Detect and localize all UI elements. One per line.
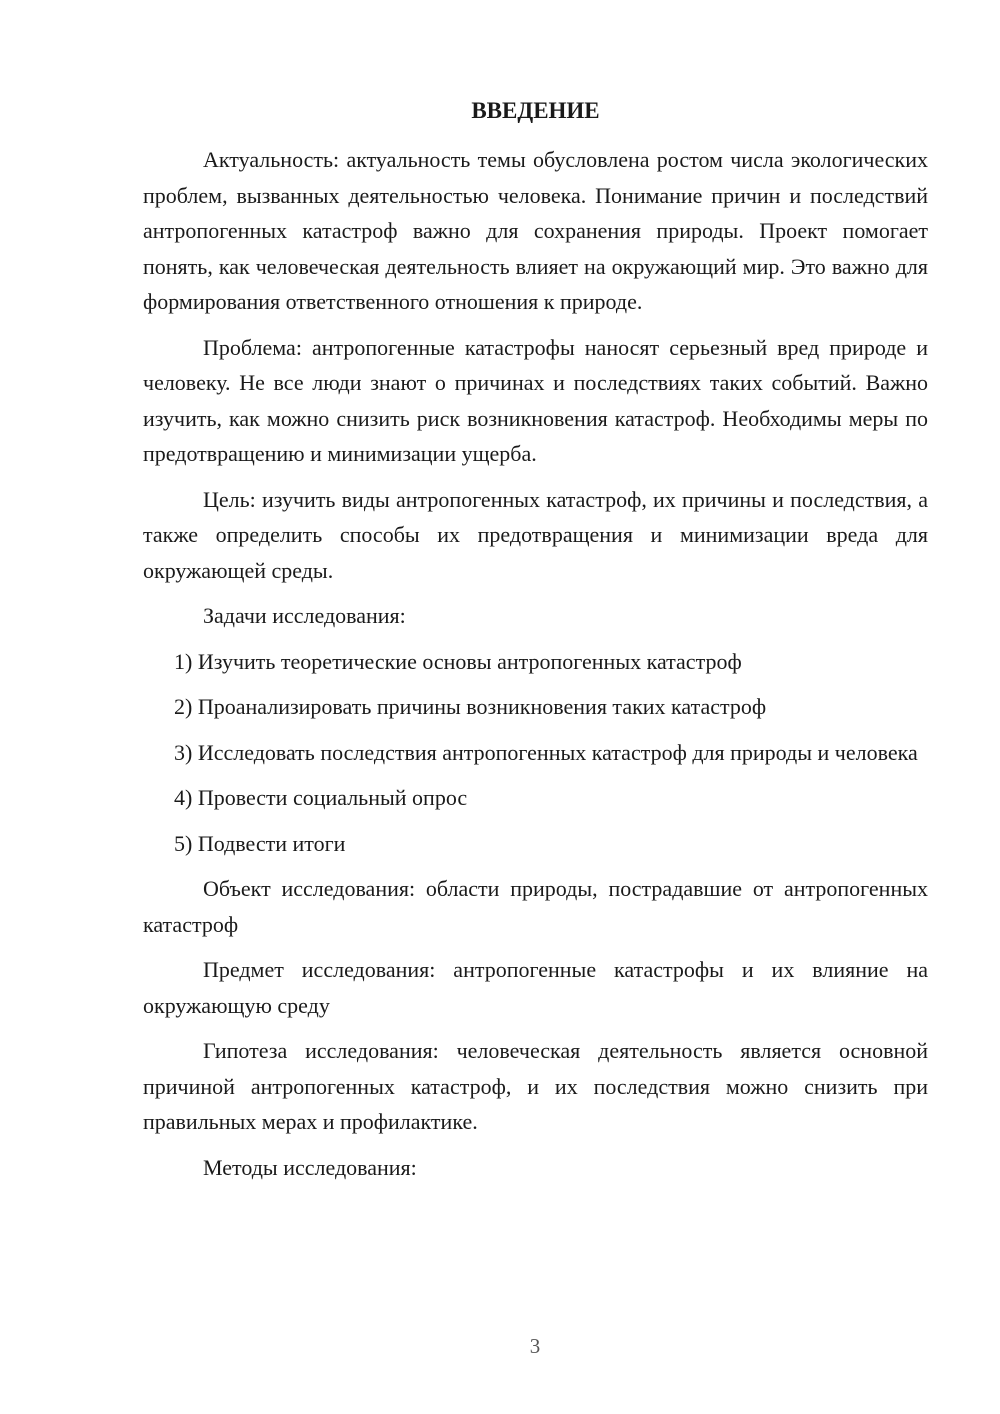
paragraph-goal: Цель: изучить виды антропогенных катастроф, их причины и последствия, а также определить способы их предотвращения и минимизации вреда для окружающей среды.	[143, 486, 928, 583]
task-item-5: 5) Подвести итоги	[174, 830, 346, 856]
task-item-4: 4) Провести социальный опрос	[174, 785, 468, 810]
methods-title: Методы исследования:	[203, 1154, 417, 1180]
paragraph-subject: Предмет исследования: антропогенные катастрофы и их влияние на окружающую среду	[143, 957, 928, 1018]
paragraph-problem: Проблема: антропогенные катастрофы наносят серьезный вред природе и человеку. Не все люди знают о причинах и последствиях таких событий. Важно изучить, как можно снизить риск возникновения катастроф. Необходимы меры по предотвращению и минимизации ущерба.	[143, 334, 928, 466]
page-number: 3	[529, 1334, 541, 1358]
tasks-title: Задачи исследования:	[203, 603, 406, 628]
task-item-3: 3) Исследовать последствия антропогенных катастроф для природы и человека	[174, 739, 918, 765]
paragraph-relevance: Актуальность: актуальность темы обусловлена ростом числа экологических проблем, вызванных деятельностью человека. Понимание причин и последствий антропогенных катастроф важно для сохранения природы. Проект помогает понять, как человеческая деятельность влияет на окружающий мир. Это важно для формирования ответственного отношения к природе.	[143, 147, 928, 314]
section-heading: ВВЕДЕНИЕ	[471, 98, 600, 123]
task-item-2: 2) Проанализировать причины возникновения таких катастроф	[174, 694, 767, 719]
document-body	[143, 142, 928, 1195]
task-item-1: 1) Изучить теоретические основы антропогенных катастроф	[174, 648, 742, 674]
paragraph-object: Объект исследования: области природы, пострадавшие от антропогенных катастроф	[143, 876, 928, 937]
paragraph-hypothesis: Гипотеза исследования: человеческая деятельность является основной причиной антропогенных катастроф, и их последствия можно снизить при правильных мерах и профилактике.	[143, 1038, 928, 1134]
